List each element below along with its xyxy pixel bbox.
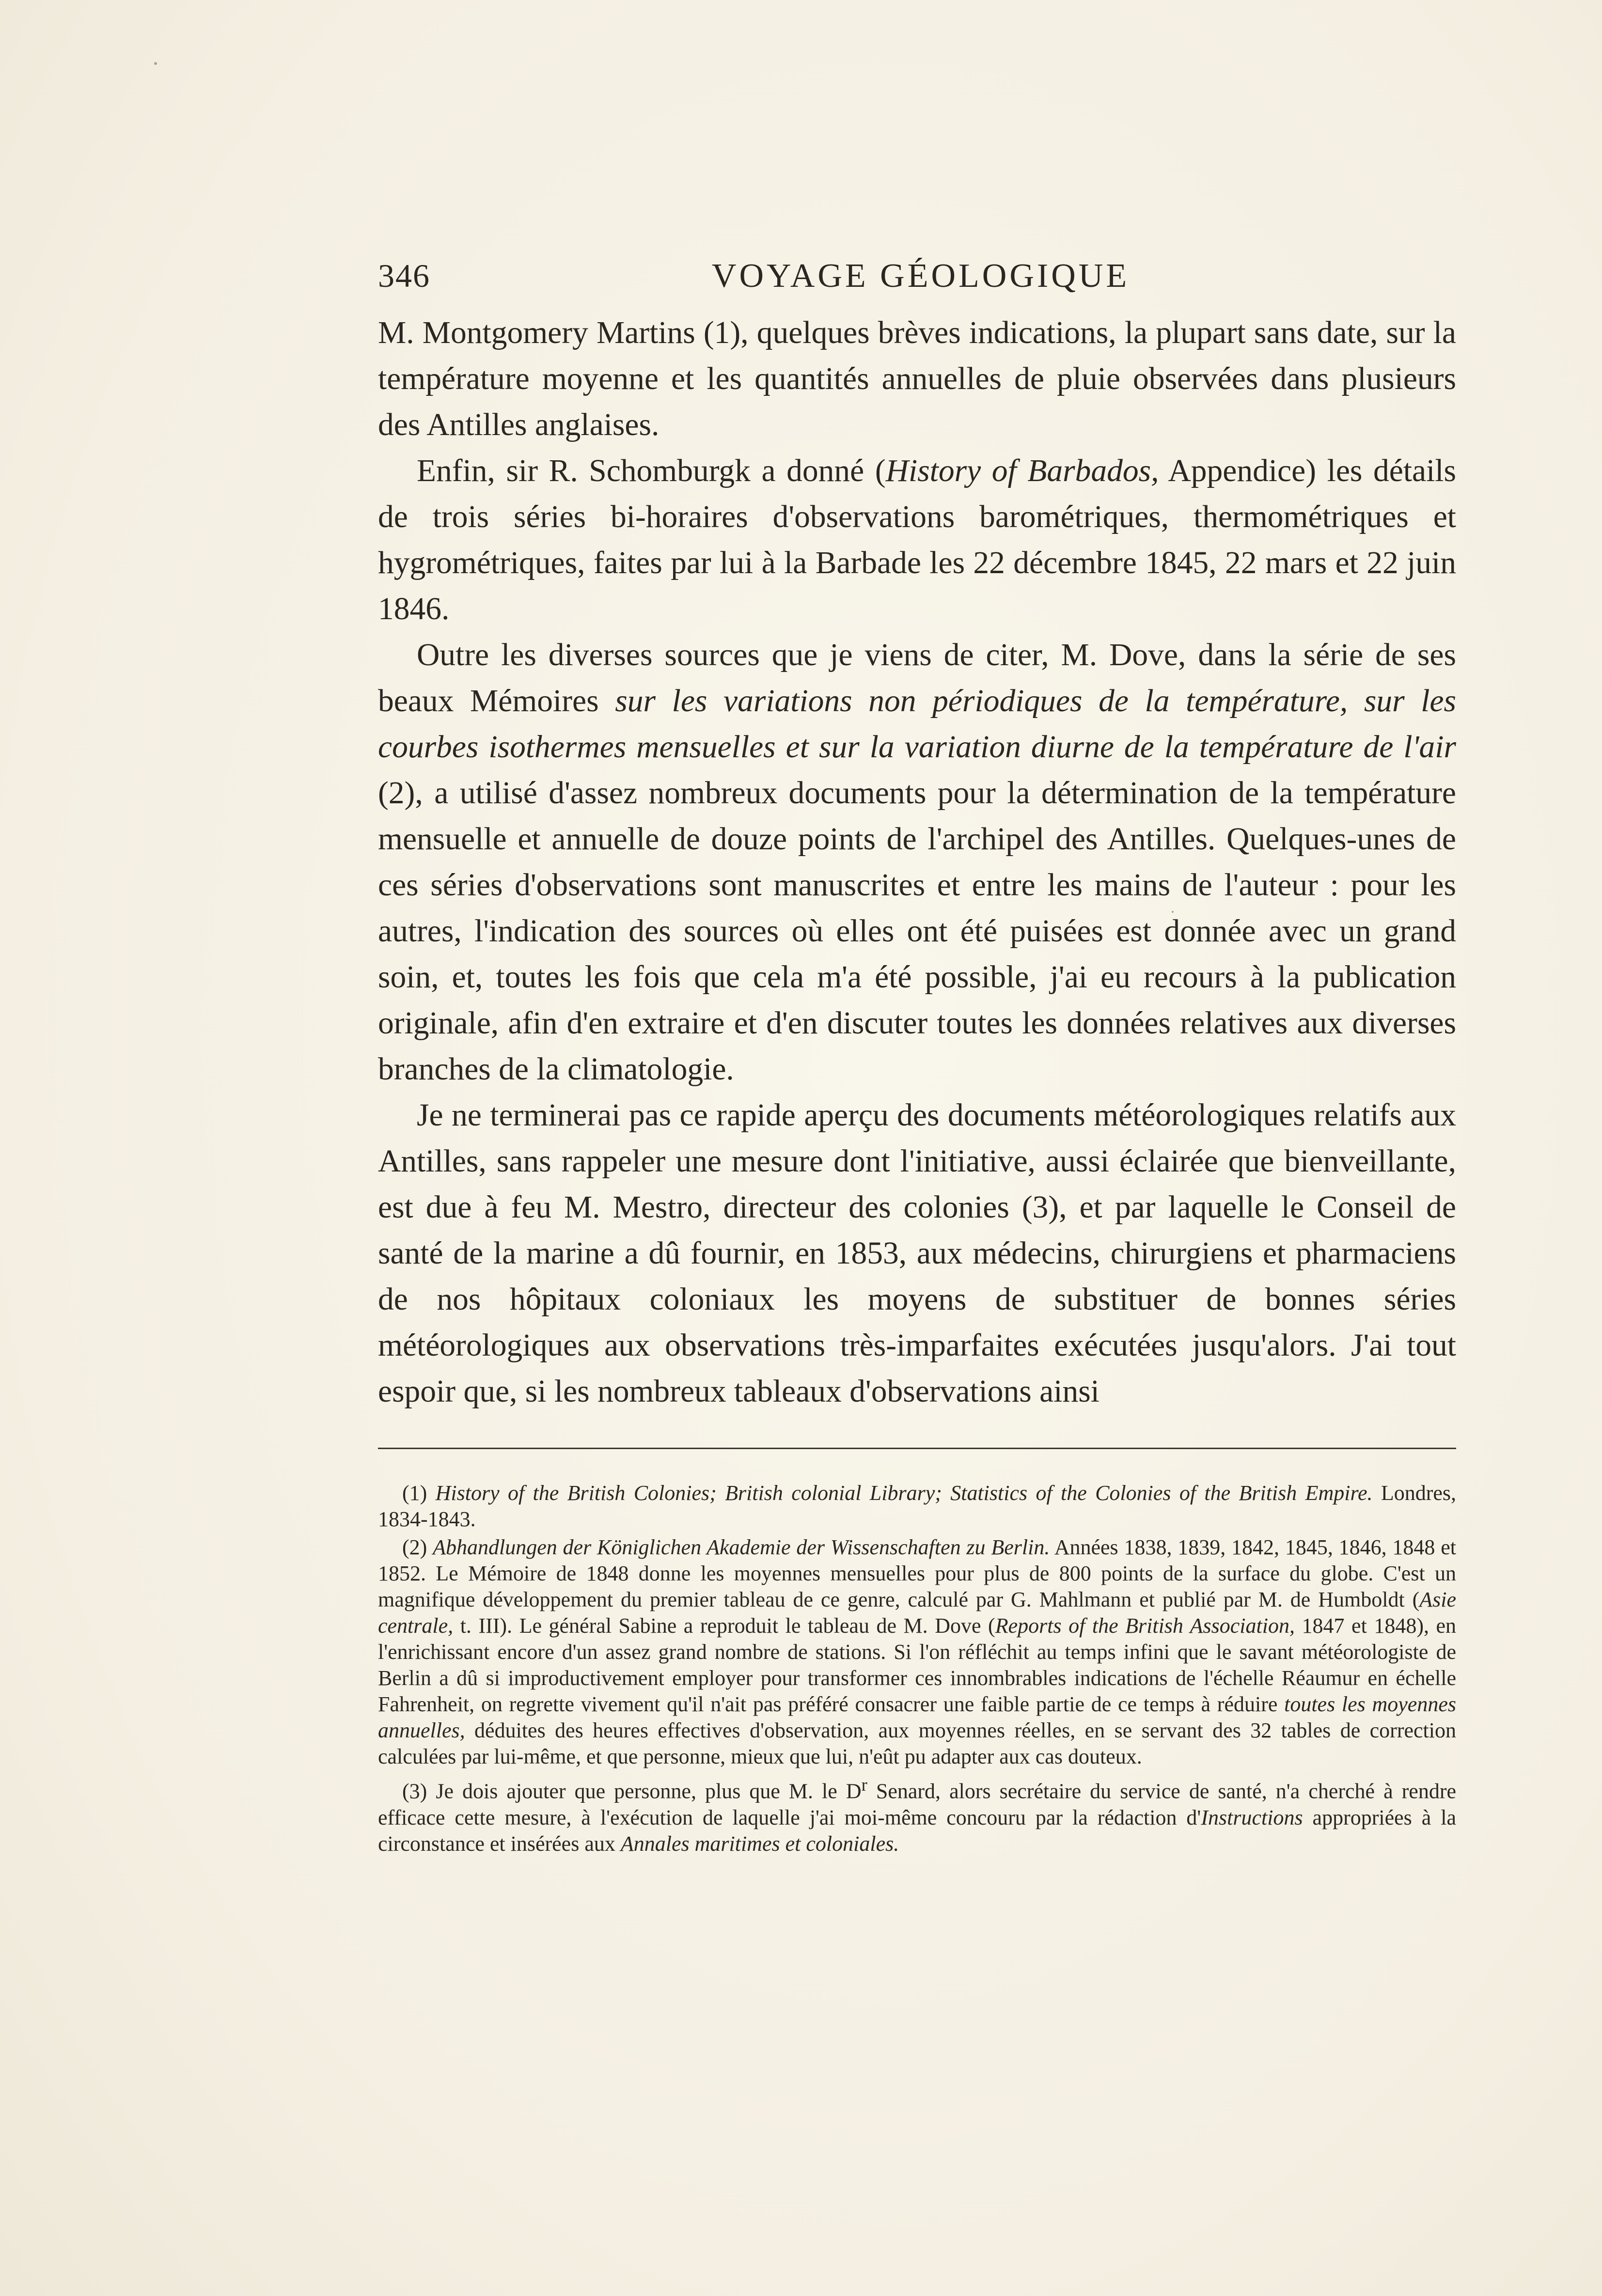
footnote-2-marker: (2): [402, 1535, 433, 1559]
footnote-2-italic: toutes les moyennes annuelles,: [378, 1692, 1456, 1742]
running-title: VOYAGE GÉOLOGIQUE: [711, 257, 1130, 295]
footnote-rule: [378, 1448, 1456, 1449]
footnote-2-italic: Reports of the British Association,: [995, 1614, 1295, 1638]
running-head: [378, 252, 1463, 305]
paragraph-4: [378, 1093, 1456, 1415]
footnote-1-title: History of the British Colonies; British colonial Library; Statistics of the Colonies of the British Empire.: [435, 1481, 1373, 1505]
footnote-1-marker: (1): [402, 1481, 436, 1505]
paragraph-1: [378, 310, 1456, 448]
paragraph-2-text: Appendice) les détails de trois séries bi-horaires d'observations barométriques, thermométriques et hygrométriques, faites par lui à la Barbade les 22 décembre 1845, 22 mars et 22 juin 1846.: [378, 453, 1456, 626]
footnote-1-text: Londres, 1834-1843.: [378, 1481, 1457, 1531]
footnote-3-text: appropriées à la circonstance et insérées aux: [378, 1805, 1457, 1856]
footnote-2: [378, 1534, 1456, 1770]
paper-speck: [154, 62, 157, 65]
paragraph-2-text: Enfin, sir R. Schomburgk a donné (: [417, 453, 886, 488]
book-title-italic: History of Barbados,: [885, 453, 1159, 488]
paragraph-3: [378, 632, 1456, 1093]
footnote-3-italic: Annales maritimes et coloniales.: [620, 1831, 899, 1856]
page-number: 346: [378, 257, 430, 294]
footnote-2-title: Abhandlungen der Königlichen Akademie der Wissenschaften zu Berlin.: [433, 1535, 1050, 1559]
memoir-title-italic: sur les variations non périodiques de la température, sur les courbes isothermes mensuelles et sur la variation diurne de la température de l'air: [378, 684, 1456, 765]
body-text: [378, 310, 1456, 1415]
footnote-3-text: (3) Je dois ajouter que personne, plus que M. le D: [402, 1779, 862, 1803]
paragraph-3-text: Outre les diverses sources que je viens de citer, M. Dove, dans la série de ses beaux Mémoires: [378, 638, 1456, 718]
footnote-3-italic: Instructions: [1201, 1805, 1303, 1829]
paragraph-4-text: Je ne terminerai pas ce rapide aperçu des documents météorologiques relatifs aux Antilles, sans rappeler une mesure dont l'initiative, aussi éclairée que bienveillante, est due à feu M. Mestro, directeur des colonies (3), et par laquelle le Conseil de santé de la marine a dû fournir, en 1853, aux médecins, chirurgiens et pharmaciens de nos hôpitaux coloniaux les moyens de substituer de bonnes séries météorologiques aux observations très-imparfaites exécutées jusqu'alors. J'ai tout espoir que, si les nombreux tableaux d'observations ainsi: [378, 1098, 1456, 1409]
footnote-2-text: déduites des heures effectives d'observation, aux moyennes réelles, en se servant des 32 tables de correction calculées par lui-même, et que personne, mieux que lui, n'eût pu adapter aux cas douteux.: [378, 1718, 1456, 1768]
footnote-2-text: Années 1838, 1839, 1842, 1845, 1846, 1848 et 1852. Le Mémoire de 1848 donne les moyennes mensuelles pour plus de 800 points de la surface du globe. C'est un magnifique développement du premier tableau de ce genre, calculé par G. Mahlmann et publié par M. de Humboldt (: [378, 1535, 1456, 1611]
footnote-2-text: 1847 et 1848), en l'enrichissant encore d'un assez grand nombre de stations. Si l'on réfléchit au temps infini que le savant météorologiste de Berlin a dû si improductivement employer pour transformer ces innombrables indications de l'échelle Réaumur en échelle Fahrenheit, on regrette vivement qu'il n'ait pas préféré consacrer une faible partie de ce temps à réduire: [378, 1614, 1457, 1716]
paragraph-2: [378, 448, 1456, 632]
footnote-3: [378, 1772, 1456, 1857]
footnote-2-text: t. III). Le général Sabine a reproduit le tableau de M. Dove (: [453, 1614, 995, 1638]
footnote-1: [378, 1480, 1456, 1532]
paragraph-1-text: M. Montgomery Martins (1), quelques brèves indications, la plupart sans date, sur la température moyenne et les quantités annuelles de pluie observées dans plusieurs des Antilles anglaises.: [378, 315, 1456, 442]
footnote-3-text: Senard, alors secrétaire du service de santé, n'a cherché à rendre efficace cette mesure, à l'exécution de laquelle j'ai moi-même concouru par la rédaction d': [378, 1779, 1456, 1829]
paragraph-3-text: (2), a utilisé d'assez nombreux documents pour la détermination de la température mensuelle et annuelle de douze points de l'archipel des Antilles. Quelques-unes de ces séries d'observations sont manuscrites et entre les mains de l'auteur : pour les autres, l'indication des sources où elles ont été puisées est donnée avec un grand soin, et, toutes les fois que cela m'a été possible, j'ai eu recours à la publication originale, afin d'en extraire et d'en discuter toutes les données relatives aux diverses branches de la climatologie.: [378, 776, 1456, 1087]
footnote-2-italic: Asie centrale,: [378, 1588, 1456, 1638]
footnote-3-superscript: r: [861, 1775, 867, 1795]
footnotes: [378, 1480, 1456, 1859]
